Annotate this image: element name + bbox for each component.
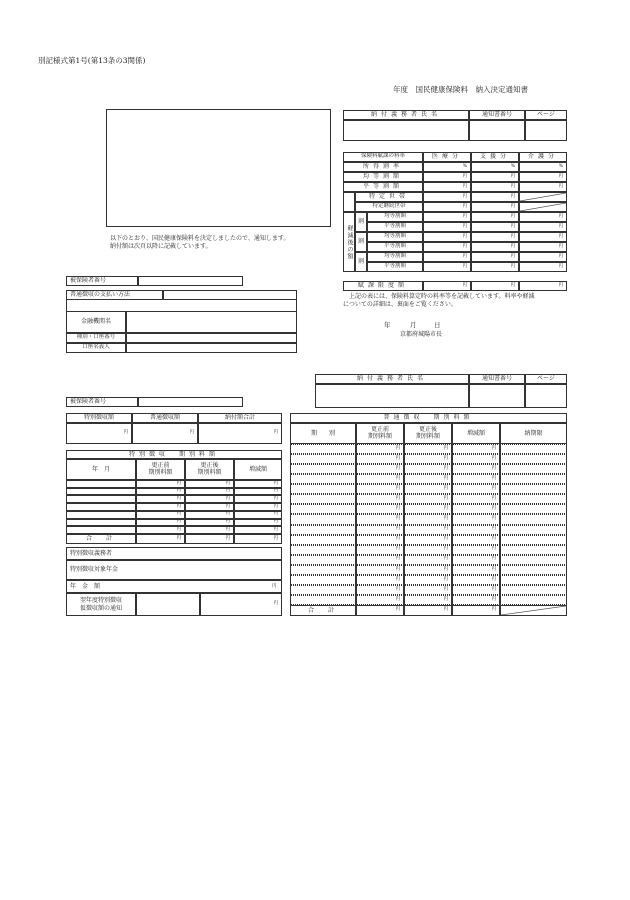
special-row-amount: 円 (136, 519, 185, 527)
pension-amount-yen: 円 (272, 584, 277, 589)
notice-no-value (469, 120, 525, 141)
special-total-diff: 円 (234, 534, 282, 544)
rate-value: 円 (519, 212, 567, 222)
rate-value: 円 (519, 252, 567, 262)
form-number: 別記様式第1号(第13条の3関係) (38, 56, 146, 65)
rate-value: 円 (471, 252, 519, 262)
normal-row-amount: 円 (356, 494, 404, 504)
normal-row-term (290, 514, 356, 524)
pension-amount-label: 年 金 額 (66, 580, 282, 593)
special-total-after: 円 (185, 534, 234, 544)
rate-value: 円 (471, 212, 519, 222)
rate-header-label: 保険料賦課の料率 (343, 152, 423, 162)
special-row-amount: 円 (185, 526, 234, 534)
normal-row-amount: 円 (356, 514, 404, 524)
total-amount-label: 納付額合計 (198, 413, 282, 423)
bank-section-title-value (163, 290, 297, 300)
special-row-amount: 円 (136, 480, 185, 488)
special-total-before: 円 (136, 534, 185, 544)
special-row-amount: 円 (234, 488, 282, 496)
reduced-row-label: 平等割額 (367, 222, 423, 232)
reduced-row-label: 均等割額 (367, 232, 423, 242)
account-holder-label: 口座名義人 (66, 343, 126, 353)
normal-row-term (290, 575, 356, 585)
normal-row-amount: 円 (452, 474, 500, 484)
rate-row-label: 平等割額 (343, 182, 423, 192)
rate-value: 円 (519, 172, 567, 182)
special-row-amount: 円 (185, 503, 234, 511)
insured-no-value (138, 397, 243, 407)
normal-row-term (290, 585, 356, 595)
normal-col-before-1: 更正前 (370, 426, 389, 433)
normal-row-due (500, 504, 567, 514)
normal-row-due (500, 535, 567, 545)
payer-name-value (343, 120, 469, 141)
normal-row-amount: 円 (452, 555, 500, 565)
normal-row-amount: 円 (404, 575, 452, 585)
normal-row-amount: 円 (356, 525, 404, 535)
special-row-amount: 円 (136, 511, 185, 519)
normal-row-due (500, 545, 567, 555)
page-header: ページ (525, 374, 567, 384)
account-type-value (126, 333, 297, 343)
rate-value: 円 (423, 172, 471, 182)
normal-row-term (290, 444, 356, 454)
normal-col-before (356, 423, 404, 444)
normal-row-amount: 円 (452, 494, 500, 504)
normal-row-amount: 円 (356, 454, 404, 464)
rate-value: % (519, 162, 567, 172)
normal-row-amount: 円 (356, 585, 404, 595)
normal-row-amount: 円 (404, 595, 452, 605)
special-row-amount: 円 (185, 480, 234, 488)
normal-row-amount: 円 (356, 484, 404, 494)
rate-value: 円 (519, 222, 567, 232)
normal-row-amount: 円 (404, 545, 452, 555)
normal-row-amount: 円 (452, 525, 500, 535)
reduced-group-label: 軽減後の額 (343, 212, 355, 272)
bank-section-title: 普通徴収の支払い方法 (66, 290, 163, 300)
special-col-after-2: 期別料額 (197, 469, 222, 476)
obligor-label: 特別徴収義務者 (66, 547, 282, 560)
rate-value: 円 (423, 232, 471, 242)
normal-row-amount: 円 (404, 514, 452, 524)
normal-col-after-1: 更正後 (418, 426, 437, 433)
notice-no-value (469, 384, 525, 408)
special-row-amount: 円 (234, 526, 282, 534)
rate-note-2: についての詳細は、裏面をご覧ください。 (343, 301, 457, 308)
normal-row-due (500, 565, 567, 575)
rate-row-label: 所得割率 (343, 162, 423, 172)
special-row-amount: 円 (136, 495, 185, 503)
normal-total-label: 合 計 (290, 605, 356, 616)
normal-row-amount: 円 (452, 504, 500, 514)
special-row-amount: 円 (185, 495, 234, 503)
bank-name-value (126, 311, 297, 333)
rate-value: 円 (471, 281, 519, 291)
notice-no-header: 通知書番号 (469, 374, 525, 384)
special-amount-label: 特別徴収額 (66, 413, 132, 423)
normal-row-term (290, 595, 356, 605)
next-year-label (66, 593, 136, 616)
normal-total-before: 円 (356, 605, 404, 616)
special-total-label: 合 計 (66, 534, 136, 544)
special-row-amount: 円 (185, 488, 234, 496)
rate-value: 円 (423, 242, 471, 252)
special-row-month (66, 526, 136, 534)
normal-row-due (500, 555, 567, 565)
date-month: 月 (410, 321, 417, 329)
special-row-amount: 円 (136, 503, 185, 511)
rate-value: 円 (471, 262, 519, 272)
normal-total-after: 円 (404, 605, 452, 616)
rate-value: 円 (471, 222, 519, 232)
rate-value: 円 (519, 182, 567, 192)
rate-value-na (519, 192, 567, 202)
address-window (106, 109, 331, 227)
rate-value: 円 (423, 192, 471, 202)
normal-row-amount: 円 (452, 595, 500, 605)
reduced-row-label: 平等割額 (367, 262, 423, 272)
normal-row-amount: 円 (404, 444, 452, 454)
reduced-sub-group: 割 (355, 232, 367, 252)
normal-row-amount: 円 (356, 555, 404, 565)
special-row-month (66, 480, 136, 488)
notice-no-header: 通知書番号 (469, 110, 525, 120)
notice-text-2: 納付額は次頁以降に記載しています。 (110, 243, 212, 250)
special-row-month (66, 488, 136, 496)
normal-row-amount: 円 (404, 474, 452, 484)
normal-row-amount: 円 (452, 585, 500, 595)
special-col-before-1: 更正前 (151, 462, 170, 469)
normal-row-amount: 円 (356, 595, 404, 605)
special-row-month (66, 503, 136, 511)
special-col-after-1: 更正後 (200, 462, 219, 469)
rate-value: 円 (519, 262, 567, 272)
normal-amount-value: 円 (132, 423, 198, 444)
normal-row-amount: 円 (404, 484, 452, 494)
insured-no-label: 被保険者番号 (66, 276, 138, 286)
notice-text-1: 以下のとおり、国民健康保険料を決定しましたので、通知します。 (110, 235, 290, 242)
issuer: 京都府城陽市長 (400, 331, 443, 338)
bank-name-label: 金融機関名 (66, 311, 126, 333)
special-row-amount: 円 (234, 503, 282, 511)
account-holder-value (126, 343, 297, 353)
normal-row-due (500, 514, 567, 524)
normal-row-amount: 円 (452, 464, 500, 474)
special-row-amount: 円 (136, 526, 185, 534)
rate-value-na (519, 202, 567, 212)
normal-row-amount: 円 (356, 575, 404, 585)
page-value (525, 384, 567, 408)
normal-row-amount: 円 (452, 514, 500, 524)
rate-row-spacer (343, 192, 355, 212)
normal-row-due (500, 494, 567, 504)
normal-total-due-na (500, 605, 567, 616)
rate-value: 円 (423, 202, 471, 212)
normal-col-before-2: 期別料額 (367, 433, 392, 440)
normal-row-term (290, 535, 356, 545)
normal-row-due (500, 484, 567, 494)
normal-total-diff: 円 (452, 605, 500, 616)
rate-value: 円 (423, 212, 471, 222)
normal-col-after-2: 期別料額 (415, 433, 440, 440)
limit-label: 賦課限度額 (343, 281, 423, 291)
payer-name-value (315, 384, 469, 408)
normal-table-title: 普通徴収 期別料額 (290, 413, 567, 423)
special-col-after (185, 459, 234, 480)
payer-name-header: 納付義務者氏名 (343, 110, 469, 120)
normal-row-due (500, 454, 567, 464)
rate-value: 円 (471, 192, 519, 202)
account-type-label: 種別・口座番号 (66, 333, 126, 343)
normal-row-term (290, 474, 356, 484)
normal-row-amount: 円 (404, 504, 452, 514)
normal-row-amount: 円 (356, 464, 404, 474)
special-row-month (66, 511, 136, 519)
special-amount-value: 円 (66, 423, 132, 444)
normal-row-amount: 円 (404, 555, 452, 565)
next-year-label-2: 仮徴収額の通知 (79, 604, 122, 612)
date-day: 日 (434, 321, 441, 329)
normal-row-term (290, 545, 356, 555)
normal-row-amount: 円 (452, 575, 500, 585)
rate-value: 円 (471, 182, 519, 192)
rate-row-label: 均等割額 (343, 172, 423, 182)
normal-row-term (290, 555, 356, 565)
normal-row-due (500, 525, 567, 535)
normal-row-term (290, 454, 356, 464)
special-row-month (66, 495, 136, 503)
normal-row-amount: 円 (356, 474, 404, 484)
normal-row-due (500, 444, 567, 454)
normal-row-amount: 円 (404, 585, 452, 595)
normal-row-amount: 円 (356, 535, 404, 545)
rate-value: 円 (471, 232, 519, 242)
reduced-row-label: 平等割額 (367, 242, 423, 252)
insured-no-label: 被保険者番号 (66, 397, 138, 407)
normal-row-amount: 円 (452, 545, 500, 555)
special-row-month (66, 519, 136, 527)
normal-row-amount: 円 (452, 454, 500, 464)
special-row-amount: 円 (136, 488, 185, 496)
reduced-sub-group: 割 (355, 212, 367, 232)
normal-row-term (290, 504, 356, 514)
rate-value: 円 (519, 232, 567, 242)
total-amount-value: 円 (198, 423, 282, 444)
date-year: 年 (384, 321, 391, 329)
normal-col-due: 納期限 (500, 423, 567, 444)
special-col-before-2: 期別料額 (148, 469, 173, 476)
normal-row-amount: 円 (452, 565, 500, 575)
rate-value: 円 (423, 252, 471, 262)
normal-row-amount: 円 (404, 454, 452, 464)
normal-row-amount: 円 (356, 545, 404, 555)
normal-row-amount: 円 (356, 565, 404, 575)
insured-no-value (138, 276, 243, 286)
normal-row-amount: 円 (404, 494, 452, 504)
normal-row-amount: 円 (452, 444, 500, 454)
next-year-value: 円 (200, 593, 282, 616)
rate-note-1: 上記の表には、保険料算定時の料率等を記載しています。料率や軽減 (349, 293, 535, 300)
notice-title: 年度 国民健康保険料 納入決定通知書 (393, 85, 528, 94)
normal-row-term (290, 484, 356, 494)
normal-row-amount: 円 (404, 525, 452, 535)
special-row-amount: 円 (234, 495, 282, 503)
normal-row-amount: 円 (452, 484, 500, 494)
normal-row-term (290, 565, 356, 575)
normal-row-amount: 円 (356, 444, 404, 454)
special-row-amount: 円 (185, 519, 234, 527)
special-row-amount: 円 (185, 511, 234, 519)
special-col-month: 年 月 (66, 459, 136, 480)
rate-value: % (423, 162, 471, 172)
normal-row-amount: 円 (404, 535, 452, 545)
rate-value: % (471, 162, 519, 172)
rate-header-support: 支援分 (471, 152, 519, 162)
normal-row-due (500, 585, 567, 595)
payer-name-header: 納付義務者氏名 (315, 374, 469, 384)
reduced-sub-group: 割 (355, 252, 367, 272)
normal-row-due (500, 474, 567, 484)
normal-row-term (290, 464, 356, 474)
normal-col-term: 期 別 (290, 423, 356, 444)
normal-amount-label: 普通徴収額 (132, 413, 198, 423)
rate-value: 円 (423, 222, 471, 232)
rate-value: 円 (519, 281, 567, 291)
rate-value: 円 (471, 202, 519, 212)
page-header: ページ (525, 110, 567, 120)
special-col-before (136, 459, 185, 480)
normal-col-after (404, 423, 452, 444)
normal-row-term (290, 525, 356, 535)
normal-row-amount: 円 (404, 565, 452, 575)
rate-value: 円 (423, 262, 471, 272)
page-value (525, 120, 567, 141)
next-year-mid (136, 593, 200, 616)
special-table-title: 特別徴収 期別料額 (66, 450, 282, 459)
special-col-diff: 増減額 (234, 459, 282, 480)
normal-row-term (290, 494, 356, 504)
rate-header-care: 介護分 (519, 152, 567, 162)
rate-row-label: 特定世帯 (355, 192, 423, 202)
rate-value: 円 (471, 172, 519, 182)
rate-value: 円 (519, 242, 567, 252)
rate-value: 円 (471, 242, 519, 252)
special-row-amount: 円 (234, 511, 282, 519)
normal-row-due (500, 595, 567, 605)
normal-row-amount: 円 (452, 535, 500, 545)
rate-header-medical: 医療分 (423, 152, 471, 162)
normal-row-due (500, 575, 567, 585)
normal-col-diff: 増減額 (452, 423, 500, 444)
reduced-row-label: 均等割額 (367, 212, 423, 222)
normal-row-due (500, 464, 567, 474)
normal-row-amount: 円 (356, 504, 404, 514)
reduced-row-label: 均等割額 (367, 252, 423, 262)
special-row-amount: 円 (234, 519, 282, 527)
normal-row-amount: 円 (404, 464, 452, 474)
special-row-amount: 円 (234, 480, 282, 488)
pension-label: 特別徴収対象年金 (66, 560, 282, 580)
rate-value: 円 (423, 281, 471, 291)
next-year-label-1: 翌年度特別徴収 (79, 596, 122, 604)
rate-value: 円 (423, 182, 471, 192)
rate-row-label: 特定継続世帯 (355, 202, 423, 212)
